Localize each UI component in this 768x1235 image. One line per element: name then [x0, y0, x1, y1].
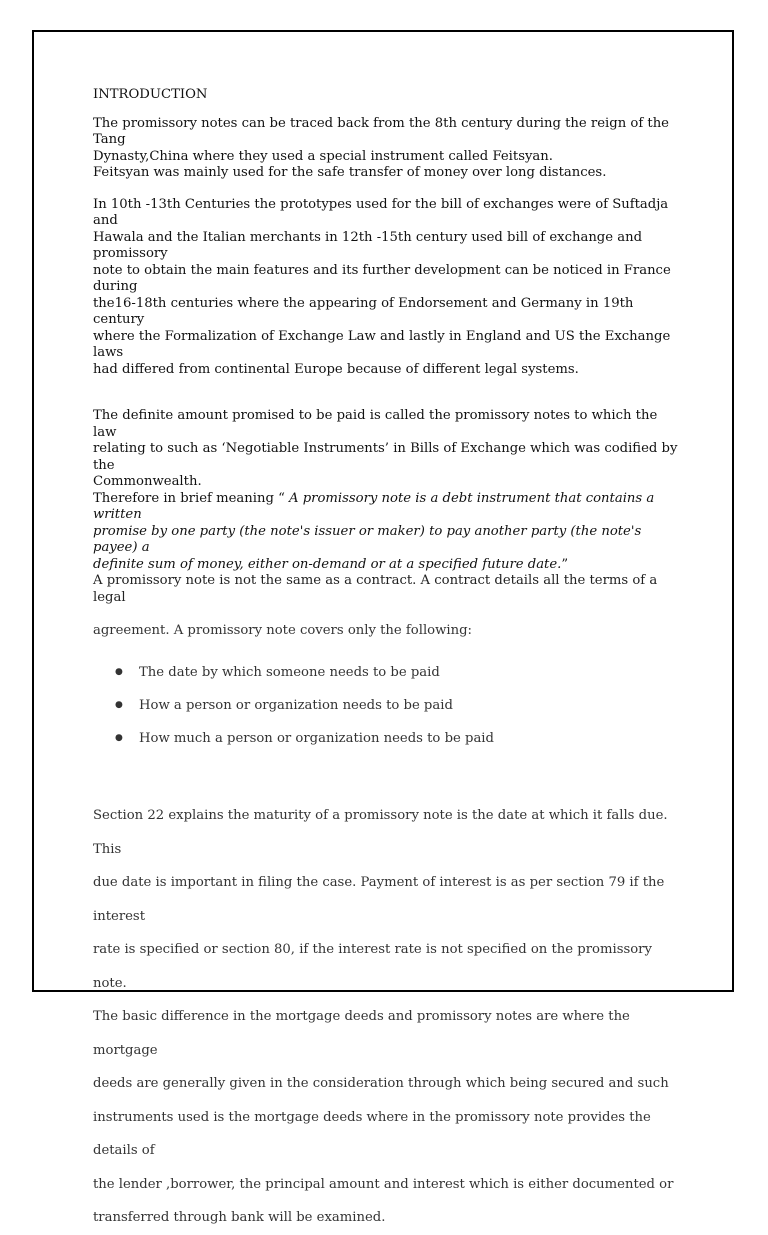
definition-text: definite sum of money, either on-demand or at a specified future date.: [93, 556, 562, 572]
text-line: relating to such as ‘Negotiable Instruments’ in Bills of Exchange which was codified by the: [93, 441, 678, 473]
text-line: [93, 557, 683, 574]
text-line: had differed from continental Europe because of different legal systems.: [93, 361, 579, 377]
definition-close: ”: [561, 556, 569, 572]
document-body: [93, 87, 683, 1235]
text-line: Commonwealth.: [93, 474, 202, 489]
text-line: note to obtain the main features and its further development can be noticed in France during: [93, 262, 671, 294]
definition-lead: Therefore in brief meaning “: [93, 490, 290, 506]
text-line: The promissory notes can be traced back from the 8th century during the reign of the Tang: [93, 115, 669, 147]
list-item: [115, 689, 683, 722]
text-line: Feitsyan was mainly used for the safe transfer of money over long distances.: [93, 165, 607, 180]
text-line: In 10th -13th Centuries the prototypes used for the bill of exchanges were of Suftadja and: [93, 196, 669, 228]
text-line: rate is specified or section 80, if the interest rate is not specified on the promissory note.: [93, 942, 652, 991]
bullet-icon: ●: [115, 666, 123, 677]
list-item-text: The date by which someone needs to be paid: [139, 664, 440, 680]
definite-amount-paragraph: [93, 408, 683, 491]
text-line: deeds are generally given in the consideration through which being secured and such: [93, 1076, 669, 1092]
text-line: transferred through bank will be examined.: [93, 1210, 386, 1226]
text-line: the16-18th centuries where the appearing of Endorsement and Germany in 19th century: [93, 295, 634, 327]
text-line: The definite amount promised to be paid is called the promissory notes to which the law: [93, 408, 658, 440]
text-line: Dynasty,China where they used a special instrument called Feitsyan.: [93, 148, 553, 164]
bullet-icon: ●: [115, 699, 123, 710]
bullet-list: [93, 656, 683, 756]
history-paragraph: [93, 116, 683, 182]
bullet-icon: ●: [115, 733, 123, 744]
text-line: Hawala and the Italian merchants in 12th -15th century used bill of exchange and promissory: [93, 229, 643, 261]
list-item-text: How much a person or organization needs to be paid: [139, 731, 494, 747]
definition-text: A promissory note is a debt instrument that contains a written: [93, 490, 655, 522]
definition-text: promise by one party (the note's issuer or maker) to pay another party (the note's payee) a: [93, 523, 642, 555]
text-line: The basic difference in the mortgage deeds and promissory notes are where the mortgage: [93, 1009, 630, 1058]
text-line: [93, 491, 683, 524]
list-item: [115, 656, 683, 689]
text-line: instruments used is the mortgage deeds where in the promissory note provides the details of: [93, 1109, 651, 1159]
text-line: the lender ,borrower, the principal amount and interest which is either documented or: [93, 1176, 674, 1192]
text-line: A promissory note is not the same as a contract. A contract details all the terms of a legal: [93, 573, 658, 605]
text-line: Section 22 explains the maturity of a promissory note is the date at which it falls due. This: [93, 808, 668, 857]
text-line: due date is important in filing the case. Payment of interest is as per section 79 if the interest: [93, 875, 665, 924]
list-item-text: How a person or organization needs to be paid: [139, 697, 453, 713]
list-item: [115, 722, 683, 755]
text-line: agreement. A promissory note covers only the following:: [93, 623, 472, 638]
text-line: where the Formalization of Exchange Law and lastly in England and US the Exchange laws: [93, 328, 671, 360]
contract-paragraph: [93, 573, 683, 640]
definition-quote: [93, 491, 683, 574]
document-heading: INTRODUCTION: [93, 87, 208, 102]
section-22-paragraph: [93, 799, 683, 1235]
centuries-paragraph: [93, 197, 683, 379]
